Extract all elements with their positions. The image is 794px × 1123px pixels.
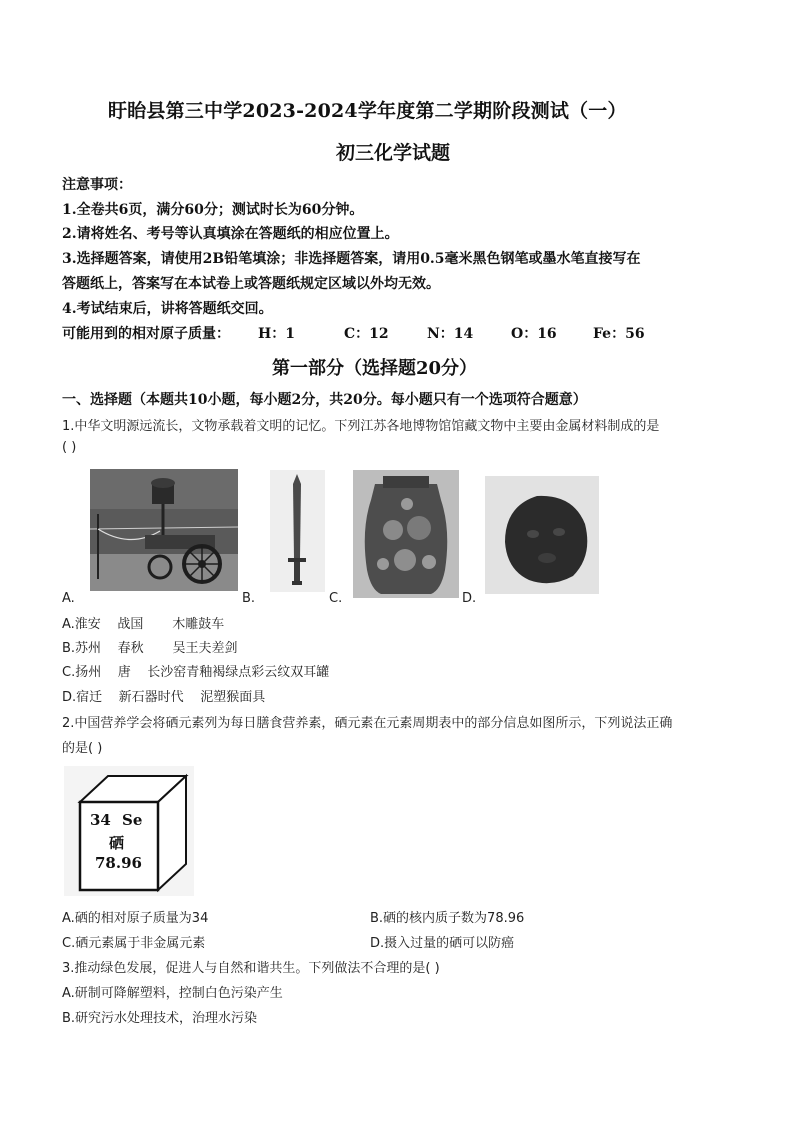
notice-heading: 注意事项： <box>62 177 132 193</box>
clay-monkey-mask-photo <box>485 476 599 594</box>
element-name: 硒 <box>109 834 125 852</box>
atomic-mass-n: N：14 <box>427 326 474 342</box>
selenium-element-cell <box>64 766 194 896</box>
notice-item: 1.全卷共6页，满分60分；测试时长为60分钟。 <box>62 202 364 218</box>
element-number: 34 <box>90 811 111 829</box>
part-one-title: 第一部分（选择题20分） <box>272 358 478 379</box>
drum-cart-photo <box>90 469 238 591</box>
section-heading: 一、选择题（本题共10小题，每小题2分，共20分。每小题只有一个选项符合题意） <box>62 392 587 408</box>
celadon-jar-photo <box>353 470 459 598</box>
question-3-option-a: A.研制可降解塑料，控制白色污染产生 <box>62 986 283 1001</box>
notice-item: 3.选择题答案，请使用2B铅笔填涂；非选择题答案，请用0.5毫米黑色钢笔或墨水笔直接写在 <box>62 251 641 267</box>
page-subtitle: 初三化学试题 <box>336 142 451 164</box>
page-title: 盱眙县第三中学2023-2024学年度第二学期阶段测试（一） <box>108 100 627 122</box>
notice-item: 答题纸上，答案写在本试卷上或答题纸规定区域以外均无效。 <box>62 276 440 292</box>
question-2-stem: 2.中国营养学会将硒元素列为每日膳食营养素，硒元素在元素周期表中的部分信息如图所示，下列说法正确 <box>62 716 673 731</box>
atomic-mass-o: O：16 <box>511 326 557 342</box>
notice-item: 4.考试结束后，讲将答题纸交回。 <box>62 301 273 317</box>
image-label-a: A. <box>62 591 75 606</box>
question-1-stem: 1.中华文明源远流长，文物承载着文明的记忆。下列江苏各地博物馆馆藏文物中主要由金属材料制成的是 <box>62 419 660 434</box>
question-1-option-b: B.苏州 春秋 吴王夫差剑 <box>62 641 238 656</box>
atomic-mass-label: 可能用到的相对原子质量： <box>62 326 230 342</box>
bronze-sword-photo <box>270 470 325 592</box>
question-2-option-a: A.硒的相对原子质量为34 <box>62 911 209 926</box>
atomic-mass-fe: Fe：56 <box>593 326 645 342</box>
question-3-stem: 3.推动绿色发展，促进人与自然和谐共生。下列做法不合理的是( ) <box>62 961 440 976</box>
question-1-option-c: C.扬州 唐 长沙窑青釉褐绿点彩云纹双耳罐 <box>62 665 330 680</box>
atomic-mass-h: H：1 <box>258 326 295 342</box>
question-2-option-d: D.摄入过量的硒可以防癌 <box>370 936 515 951</box>
image-label-b: B. <box>242 591 256 606</box>
question-2-option-b: B.硒的核内质子数为78.96 <box>370 911 525 926</box>
element-mass: 78.96 <box>95 854 142 872</box>
atomic-mass-c: C：12 <box>344 326 389 342</box>
question-1-paren: ( ) <box>62 440 77 455</box>
question-1-option-d: D.宿迁 新石器时代 泥塑猴面具 <box>62 690 266 705</box>
question-2-option-c: C.硒元素属于非金属元素 <box>62 936 206 951</box>
notice-item: 2.请将姓名、考号等认真填涂在答题纸的相应位置上。 <box>62 226 399 242</box>
element-symbol: Se <box>122 811 143 829</box>
question-2-stem-cont: 的是( ) <box>62 741 103 756</box>
question-1-option-a: A.淮安 战国 木雕鼓车 <box>62 617 225 632</box>
question-3-option-b: B.研究污水处理技术，治理水污染 <box>62 1011 258 1026</box>
image-label-c: C. <box>329 591 343 606</box>
image-label-d: D. <box>462 591 477 606</box>
